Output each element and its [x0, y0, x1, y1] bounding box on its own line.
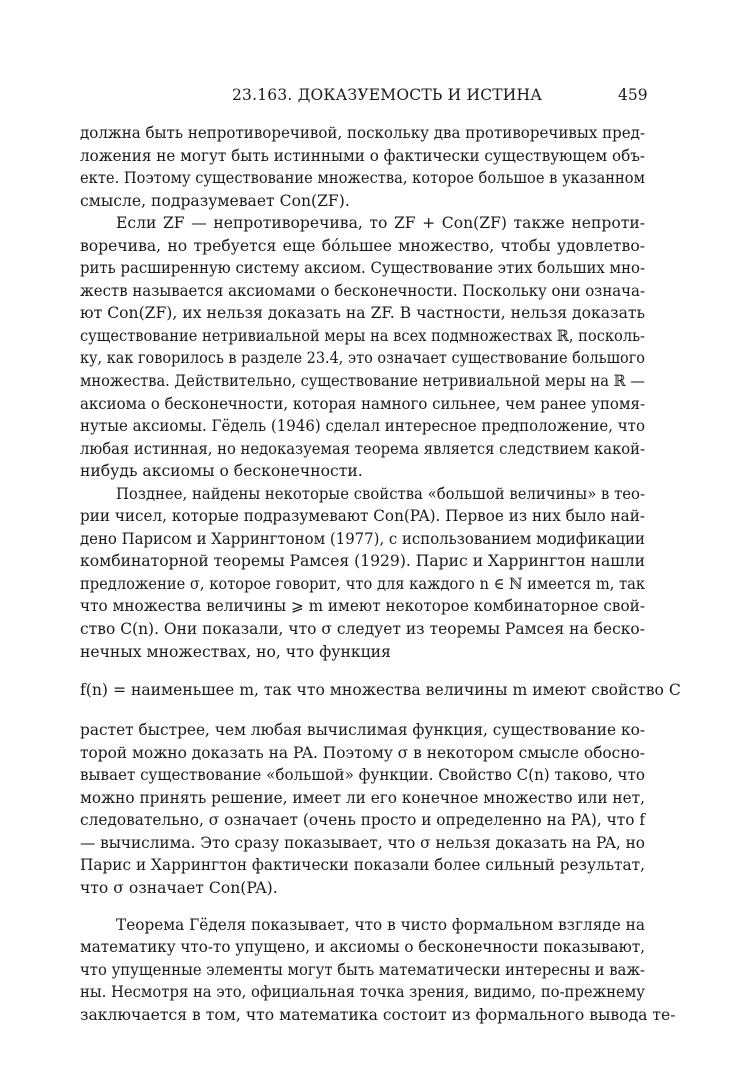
text-line: торой можно доказать на PA. Поэтому σ в некотором смысле обосно- — [80, 743, 645, 762]
text-line: должна быть непротиворечивой, поскольку два противоречивых пред- — [80, 124, 645, 142]
text-line: что σ означает Con(PA). — [80, 878, 278, 897]
text-line: предложение σ, которое говорит, что для каждого n ∈ ℕ имеется m, так — [80, 574, 645, 593]
text-line: дено Парисом и Харрингтоном (1977), с использованием модификации — [80, 529, 645, 548]
paragraph-3 — [80, 483, 645, 663]
text-line: математику что-то упущено, и аксиомы о бесконечности показывают, — [80, 938, 645, 957]
text-line: рии чисел, которые подразумевают Con(PA). Первое из них было най- — [80, 507, 645, 526]
text-line: — вычислима. Это сразу показывает, что σ нельзя доказать на PA, но — [80, 833, 645, 852]
text-line: Парис и Харрингтон фактически показали более сильный результат, — [80, 856, 645, 875]
text-line: что упущенные элементы могут быть математически интересны и важ- — [80, 960, 645, 979]
body-text — [80, 122, 681, 1026]
text-line: нечных множествах, но, что функция — [80, 642, 391, 661]
text-line: ложения не могут быть истинными о фактически существующем объ- — [80, 146, 645, 165]
text-line: комбинаторной теоремы Рамсея (1929). Парис и Харрингтон нашли — [80, 552, 645, 571]
paragraph-4 — [80, 719, 645, 899]
paragraph-2 — [80, 212, 645, 483]
page-header — [0, 86, 730, 106]
text-line: вывает существование «большой» функции. Свойство C(n) таково, что — [80, 766, 645, 785]
text-line: воречива, но требуется еще бóльшее множество, чтобы удовлетво- — [80, 236, 645, 255]
display-formula: f(n) = наименьшее m, так что множества величины m имеют свойство C — [80, 681, 681, 700]
text-line: Позднее, найдены некоторые свойства «большой величины» в тео- — [116, 484, 645, 503]
text-line: заключается в том, что математика состоит из формального вывода те- — [80, 1005, 676, 1024]
text-line: следовательно, σ означает (очень просто и определенно на PA), что f — [80, 811, 645, 830]
text-line: множества. Действительно, существование нетривиальной меры на ℝ — — [80, 372, 645, 391]
text-line: аксиома о бесконечности, которая намного сильнее, чем ранее упомя- — [80, 394, 645, 413]
text-line: нутые аксиомы. Гёдель (1946) сделал интересное предположение, что — [80, 417, 645, 436]
text-line: екте. Поэтому существование множества, которое большое в указанном — [80, 169, 645, 188]
text-line: что множества величины ⩾ m имеют некоторое комбинаторное свой- — [80, 597, 645, 616]
text-line: смысле, подразумевает Con(ZF). — [80, 191, 350, 210]
running-head: 23.163. ДОКАЗУЕМОСТЬ И ИСТИНА — [232, 86, 543, 104]
paragraph-1 — [80, 122, 645, 212]
text-line: Если ZF — непротиворечива, то ZF + Con(ZF) также непроти- — [116, 214, 645, 233]
text-line: можно принять решение, имеет ли его конечное множество или нет, — [80, 788, 645, 807]
text-line: ку, как говорилось в разделе 23.4, это означает существование большого — [80, 349, 645, 368]
text-line: ны. Несмотря на это, официальная точка зрения, видимо, по-прежнему — [80, 983, 645, 1002]
text-line: существование нетривиальной меры на всех подмножествах ℝ, посколь- — [80, 326, 645, 345]
text-line: нибудь аксиомы о бесконечности. — [80, 462, 363, 481]
text-line: ют Con(ZF), их нельзя доказать на ZF. В частности, нельзя доказать — [80, 304, 645, 323]
page-number: 459 — [618, 86, 648, 104]
text-line: ство C(n). Они показали, что σ следует из теоремы Рамсея на беско- — [80, 620, 645, 639]
text-line: жеств называется аксиомами о бесконечности. Поскольку они означа- — [80, 281, 645, 300]
paragraph-5 — [80, 914, 676, 1027]
text-line: рить расширенную систему аксиом. Существование этих больших мно- — [80, 259, 645, 278]
text-line: Теорема Гёделя показывает, что в чисто формальном взгляде на — [116, 915, 645, 934]
text-line: любая истинная, но недоказуемая теорема является следствием какой- — [80, 439, 645, 458]
text-line: растет быстрее, чем любая вычислимая функция, существование ко- — [80, 721, 645, 740]
